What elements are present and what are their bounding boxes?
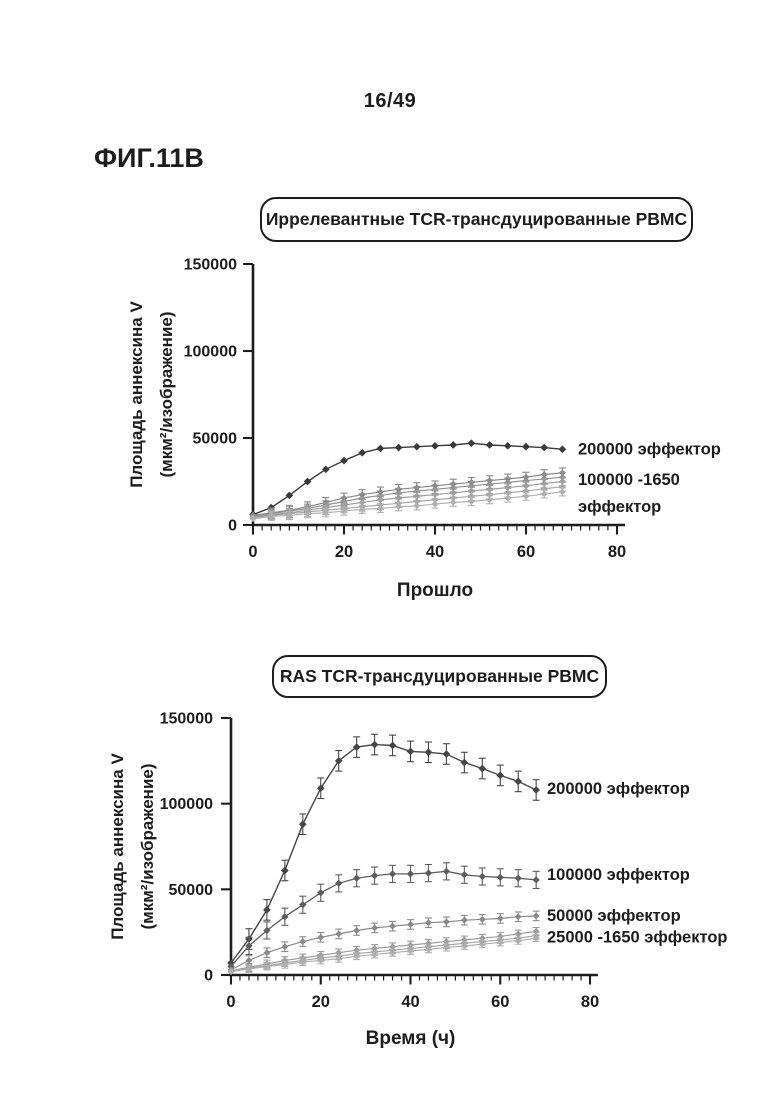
svg-text:0: 0: [248, 543, 258, 561]
svg-text:20: 20: [311, 993, 330, 1011]
svg-text:50000: 50000: [192, 430, 237, 448]
chart2-title: RAS TCR-трансдуцированные PBMC: [272, 655, 607, 698]
data-series: [250, 477, 566, 520]
series-annotation: 100000 эффектор: [547, 865, 690, 884]
y-axis-label: Площадь аннексина V: [108, 753, 127, 940]
x-axis-label: Прошло: [396, 580, 474, 601]
svg-text:80: 80: [580, 993, 600, 1011]
svg-text:40: 40: [401, 993, 420, 1011]
data-series: [228, 911, 540, 973]
svg-text:100000: 100000: [159, 796, 213, 814]
svg-text:20: 20: [334, 543, 354, 561]
chart1-plot: [95, 246, 780, 604]
svg-text:0: 0: [228, 517, 237, 535]
svg-text:150000: 150000: [159, 710, 213, 728]
data-series: [250, 488, 566, 522]
svg-text:150000: 150000: [183, 256, 237, 274]
svg-text:100000: 100000: [183, 343, 237, 361]
x-axis-label: Время (ч): [365, 1028, 456, 1049]
chart-axes: [127, 257, 626, 602]
svg-text:80: 80: [607, 543, 627, 561]
svg-text:50000: 50000: [168, 881, 213, 899]
series-annotation: 50000 эффектор: [547, 907, 681, 926]
svg-text:40: 40: [425, 543, 445, 561]
svg-text:0: 0: [204, 967, 213, 985]
y-axis-label: Площадь аннексина V: [127, 301, 146, 488]
series-annotation: 100000 -1650: [578, 470, 680, 489]
chart2-plot: [80, 702, 780, 1054]
svg-text:0: 0: [226, 993, 236, 1011]
y-axis-label: (мкм²/изображение): [157, 311, 176, 478]
y-axis-label: (мкм²/изображение): [138, 763, 157, 930]
chart1-title: Иррелевантные TCR-трансдуцированные PBMC: [260, 197, 693, 242]
figure-label: ФИГ.11B: [94, 143, 204, 173]
svg-text:60: 60: [491, 993, 510, 1011]
series-annotation: эффектор: [578, 497, 662, 516]
page-number: 16/49: [363, 90, 417, 112]
series-annotations: [578, 440, 721, 515]
series-annotations: [547, 780, 727, 946]
data-series: [250, 468, 566, 519]
chart-axes: [108, 711, 599, 1050]
data-series: [227, 734, 539, 966]
series-annotation: 25000 -1650 эффектор: [547, 928, 728, 947]
svg-text:60: 60: [516, 543, 536, 561]
series-annotation: 200000 эффектор: [547, 780, 690, 799]
series-annotation: 200000 эффектор: [578, 440, 721, 459]
